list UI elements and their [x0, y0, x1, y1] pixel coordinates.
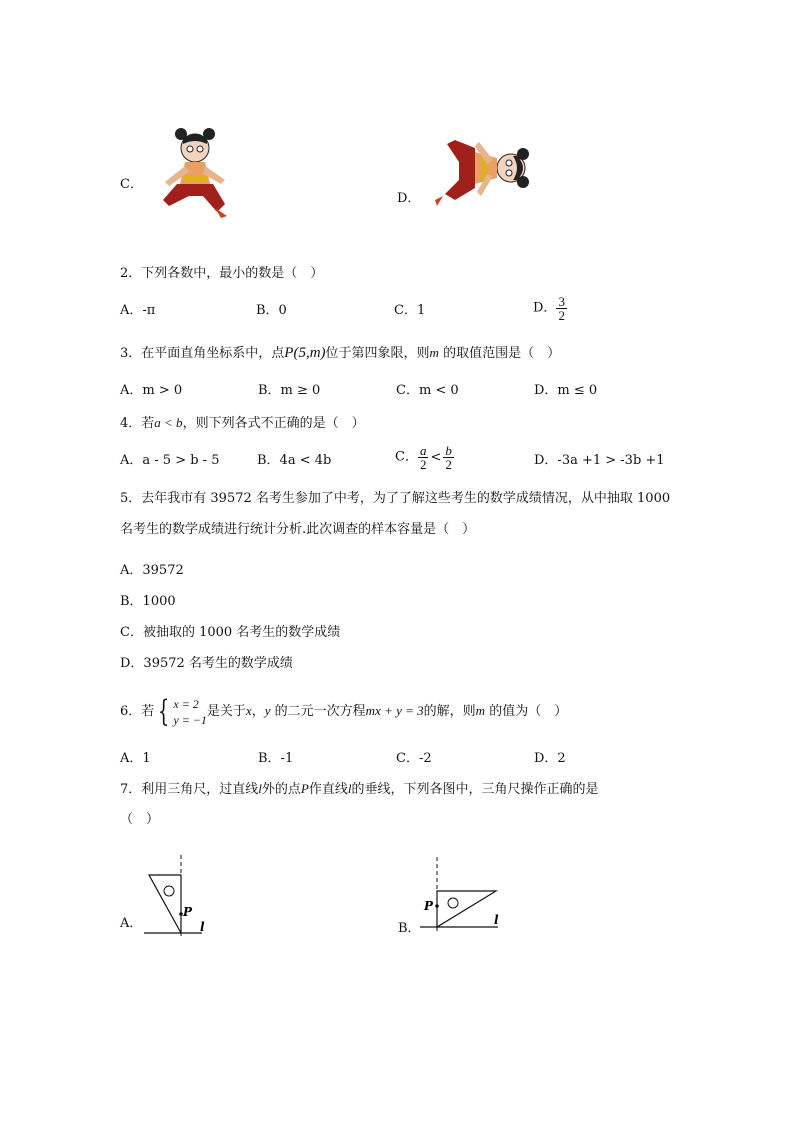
q4-c-fraction-1: [418, 444, 429, 471]
q3-option-c: C．m < 0: [396, 383, 459, 398]
q6-sep: ，: [251, 704, 265, 719]
q6-option-c: C．-2: [396, 751, 432, 766]
q5-option-d: D．39572 名考生的数学成绩: [120, 656, 293, 671]
q3-var: m: [429, 345, 439, 360]
q6-eq2: y = −1: [173, 712, 207, 727]
q7-figure-a: [140, 855, 210, 940]
q6-system: [173, 696, 207, 728]
q4-stem: [120, 414, 365, 433]
q6-option-a: A．1: [120, 751, 151, 766]
q5-option-c: C．被抽取的 1000 名考生的数学成绩: [120, 625, 341, 640]
q3-point: P(5,m): [284, 345, 326, 361]
q6-equation: mx + y = 3: [365, 703, 424, 718]
q3-option-a: A．m > 0: [120, 383, 183, 398]
q4-c-denominator-1: 2: [419, 457, 427, 472]
q2-d-numerator: 3: [558, 294, 565, 309]
q7-stem-line1: [120, 780, 599, 799]
q7-option-b-label: B．: [398, 921, 421, 936]
q2-option-b: B．0: [256, 303, 287, 318]
q7-stem-post: 的垂线，下列各图中，三角尺操作正确的是: [351, 782, 599, 797]
q6-stem-post: 的值为（ ）: [489, 704, 568, 719]
q7-stem-mid2: 作直线: [308, 782, 348, 797]
q3-option-d: D．m ≤ 0: [534, 383, 598, 398]
q7-stem-pre: 7．利用三角尺，过直线: [120, 782, 259, 797]
q4-c-relation: <: [430, 449, 442, 465]
q3-stem-pre: 3．在平面直角坐标系中，点: [120, 346, 285, 361]
q1-option-c-image: [155, 122, 233, 220]
q6-option-b: B．-1: [258, 751, 294, 766]
q2-stem: 2．下列各数中，最小的数是（ ）: [120, 266, 324, 281]
q5-option-a: A．39572: [120, 563, 184, 578]
q3-stem-mid: 位于第四象限，则: [325, 346, 430, 361]
q3-stem: [120, 344, 560, 363]
q4-c-fraction-2: [443, 444, 454, 471]
q4-c-denominator-2: 2: [445, 457, 452, 472]
q7-line-l-1: l: [258, 781, 262, 796]
q4-option-a: A．a - 5 > b - 5: [120, 453, 220, 468]
q7-stem-mid1: 外的点: [261, 782, 301, 797]
q6-var-x: x: [245, 703, 252, 718]
q6-brace: {: [158, 693, 170, 729]
q2-option-d: [533, 295, 567, 322]
q7-line-l-2: l: [347, 781, 352, 796]
q6-var-m: m: [475, 703, 486, 718]
q2-d-denominator: 2: [558, 308, 565, 323]
q3-stem-post: 的取值范围是（ ）: [443, 346, 561, 361]
q7-b-label-p: P: [424, 899, 434, 913]
q3-option-b: B．m ≥ 0: [258, 383, 321, 398]
q6-eq1: x = 2: [173, 696, 199, 711]
q2-option-c: C．1: [394, 303, 426, 318]
q6-stem-pre: 6．若: [120, 704, 155, 719]
q2-option-d-label: D．: [533, 300, 557, 316]
q7-figure-b: [418, 857, 508, 932]
q6-stem-mid1: 是关于: [206, 704, 246, 719]
q5-stem-line1: 5．去年我市有 39572 名考生参加了中考，为了了解这些考生的数学成绩情况，从中抽取 1000: [120, 491, 671, 506]
q5-option-b: B．1000: [120, 594, 176, 609]
q6-stem-mid3: 的解，则: [423, 704, 476, 719]
q4-option-d: D．-3a +1 > -3b +1: [534, 453, 665, 468]
q4-stem-post: ，则下列各式不正确的是（ ）: [182, 416, 365, 431]
q4-option-b: B．4a < 4b: [257, 453, 332, 468]
q7-a-label-l: l: [200, 920, 205, 934]
q2-option-d-fraction: [556, 295, 567, 322]
q4-c-numerator-2: b: [445, 443, 452, 458]
q7-stem-line2: （ ）: [120, 812, 160, 827]
q1-option-c-label: C．: [120, 177, 143, 192]
q7-option-a-label: A．: [120, 916, 143, 931]
q4-option-c-label: C．: [395, 449, 418, 465]
q1-option-d-label: D．: [397, 191, 421, 206]
q5-stem-line2: 名考生的数学成绩进行统计分析.此次调查的样本容量是（ ）: [120, 522, 476, 537]
q4-option-c: [395, 444, 454, 471]
q4-stem-pre: 4．若: [120, 416, 155, 431]
q6-stem: [120, 694, 567, 729]
q6-option-d: D．2: [534, 751, 566, 766]
q2-option-a: A．-π: [120, 303, 156, 318]
q4-condition: a < b: [154, 415, 183, 430]
q6-var-y: y: [264, 703, 271, 718]
q7-b-label-l: l: [494, 913, 499, 927]
q7-point-p: P: [300, 781, 309, 796]
q6-stem-mid2: 的二元一次方程: [274, 704, 366, 719]
q1-option-d-image: [433, 138, 529, 208]
q7-a-label-p: P: [183, 905, 193, 919]
q4-c-numerator-1: a: [419, 443, 427, 458]
